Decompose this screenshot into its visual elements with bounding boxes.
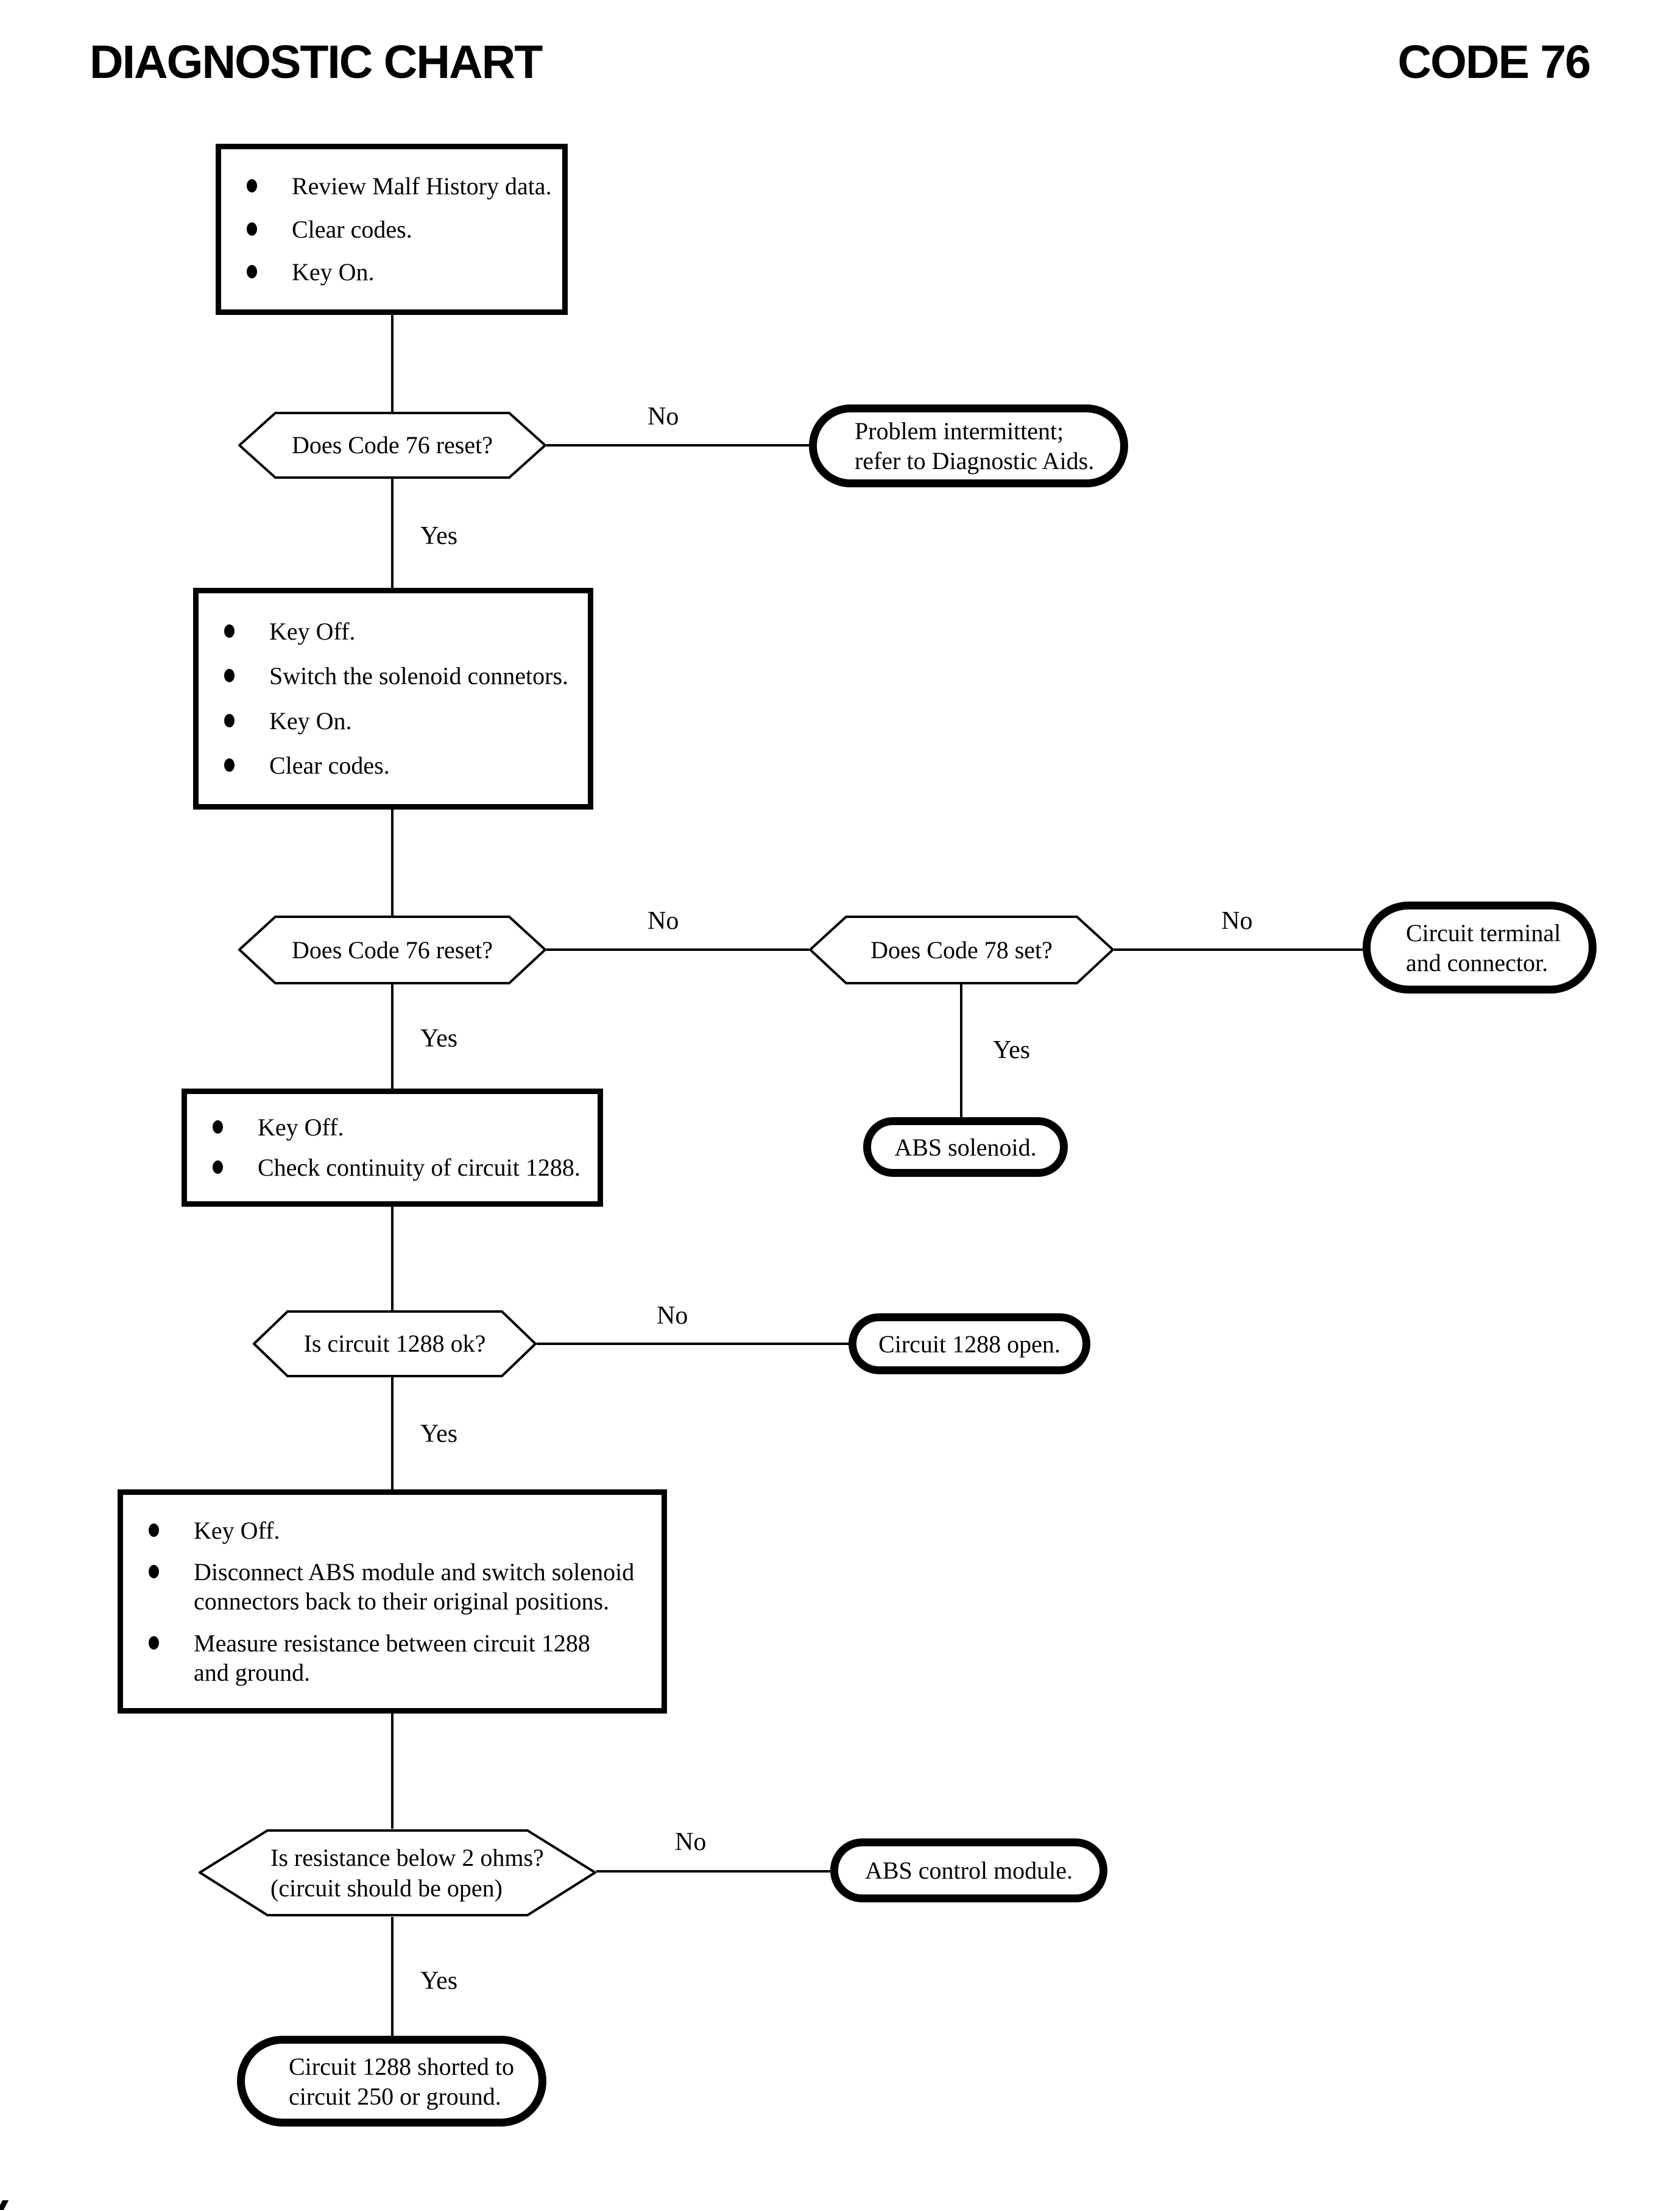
connector-line [391,479,394,588]
bullet-icon [149,1523,159,1537]
bullet-icon [149,1636,159,1650]
bullet-text: Key Off. [194,1516,280,1544]
connector-line [391,1377,394,1489]
terminal-text: Circuit 1288 shorted to [289,2052,514,2080]
decision-text: Is resistance below 2 ohms? [270,1843,544,1871]
decision-text: Does Code 76 reset? [292,431,493,459]
scan-artifact-mark [0,2200,9,2210]
bullet-icon [224,624,235,638]
connector-line [391,1917,394,2037]
bullet-text: Disconnect ABS module and switch solenoid [194,1558,635,1586]
bullet-text: Clear codes. [269,751,390,779]
branch-label-no: No [1221,907,1253,935]
terminal-text: refer to Diagnostic Aids. [855,447,1095,475]
code-number-title: CODE 76 [1397,36,1590,88]
bullet-text: Key On. [292,258,375,286]
branch-label-yes: Yes [420,1420,458,1448]
terminal-abs-solenoid [863,1117,1068,1177]
connector-line [1114,948,1363,951]
process-box-review-history [216,144,568,315]
branch-label-yes: Yes [420,522,458,550]
decision-does-code-76-reset-1 [238,412,546,479]
bullet-icon [224,714,235,727]
terminal-circuit-1288-shorted [237,2036,546,2127]
bullet-text: and ground. [194,1658,311,1686]
bullet-icon [247,179,257,192]
decision-does-code-78-set [809,916,1114,984]
connector-line [391,314,394,412]
branch-label-no: No [648,403,679,431]
bullet-item [203,707,583,736]
process-box-measure-resistance [118,1489,667,1714]
bullet-text: Switch the solenoid connetors. [269,662,569,690]
bullet-item [128,1516,657,1545]
bullet-item [203,662,583,691]
bullet-item [192,1113,593,1142]
bullet-text: connectors back to their original positions. [194,1587,610,1615]
branch-label-yes: Yes [420,1025,458,1053]
bullet-icon [224,758,235,772]
process-box-switch-connectors [193,588,593,810]
terminal-problem-intermittent [809,404,1128,487]
terminal-text: Problem intermittent; [855,417,1064,445]
bullet-icon [247,222,257,236]
bullet-text: Review Malf History data. [292,172,552,200]
connector-line [960,984,962,1117]
bullet-item [226,258,557,287]
bullet-item [128,1629,657,1687]
bullet-icon [224,669,235,682]
branch-label-yes: Yes [420,1967,458,1995]
terminal-text: ABS control module. [864,1857,1073,1884]
terminal-circuit-terminal-connector [1363,902,1597,994]
process-box-check-continuity [182,1089,603,1207]
terminal-abs-control-module [830,1838,1107,1902]
bullet-text: Check continuity of circuit 1288. [258,1153,581,1181]
bullet-item [226,172,557,201]
decision-text: Does Code 78 set? [870,936,1053,964]
decision-does-code-76-reset-2 [238,916,546,984]
bullet-text: Measure resistance between circuit 1288 [194,1629,590,1657]
decision-text: (circuit should be open) [270,1874,503,1902]
connector-line [391,984,394,1089]
bullet-text: Key Off. [269,618,356,646]
bullet-text: Clear codes. [292,215,412,243]
connector-line [596,1870,830,1873]
bullet-text: Key On. [269,707,352,735]
branch-label-no: No [657,1302,688,1330]
terminal-text: Circuit 1288 open. [878,1330,1061,1358]
terminal-text: circuit 250 or ground. [289,2082,501,2110]
connector-line [391,1714,394,1829]
bullet-item [203,751,583,780]
bullet-icon [149,1565,159,1578]
decision-text: Does Code 76 reset? [292,936,493,964]
bullet-icon [213,1160,223,1174]
bullet-item [192,1153,593,1182]
branch-label-no: No [648,907,679,935]
branch-label-no: No [675,1828,707,1856]
connector-line [546,444,809,447]
connector-line [537,1343,849,1345]
bullet-text: Key Off. [258,1114,344,1142]
terminal-circuit-1288-open [849,1313,1090,1374]
bullet-item [226,215,557,244]
terminal-text: ABS solenoid. [894,1133,1037,1161]
bullet-item [128,1558,657,1616]
page-title: DIAGNOSTIC CHART [90,36,542,88]
decision-is-resistance-below-2-ohms [199,1829,596,1917]
connector-line [391,808,394,916]
decision-text: Is circuit 1288 ok? [303,1330,486,1357]
connector-line [391,1207,394,1310]
terminal-text: and connector. [1406,948,1548,976]
decision-is-circuit-1288-ok [253,1310,537,1377]
connector-line [546,948,809,951]
branch-label-yes: Yes [993,1036,1031,1064]
bullet-icon [247,265,257,278]
terminal-text: Circuit terminal [1406,919,1561,947]
bullet-item [203,617,583,646]
bullet-icon [213,1120,223,1134]
